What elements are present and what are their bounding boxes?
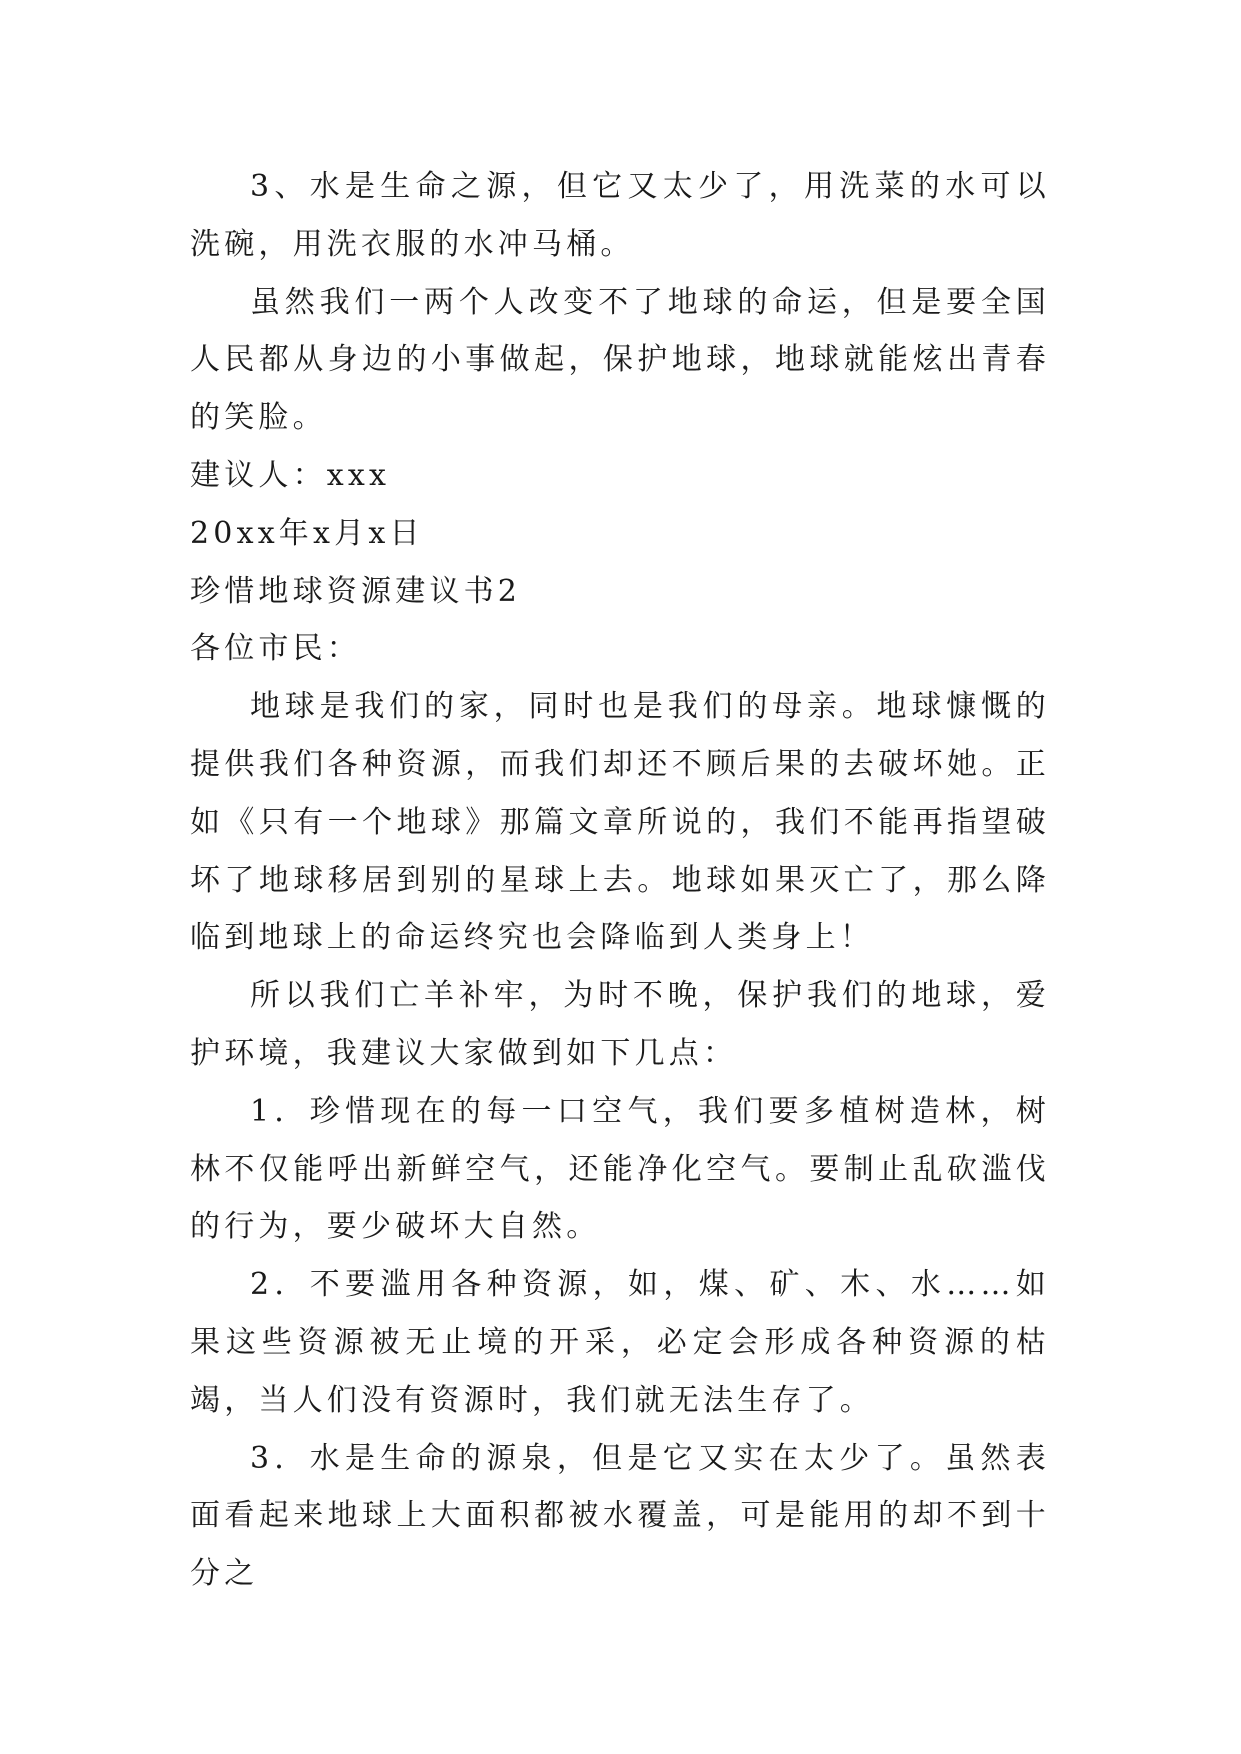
paragraph-suggestion-lead: 所以我们亡羊补牢，为时不晚，保护我们的地球，爱护环境，我建议大家做到如下几点： [190, 978, 1050, 1071]
salutation: 各位市民： [190, 631, 361, 667]
date-line: 20xx年x月x日 [190, 515, 424, 551]
paragraph-conclusion: 虽然我们一两个人改变不了地球的命运，但是要全国人民都从身边的小事做起，保护地球，地球就能炫出青春的笑脸。 [190, 284, 1050, 436]
paragraph-water-tip: 3、水是生命之源，但它又太少了，用洗菜的水可以洗碗，用洗衣服的水冲马桶。 [190, 169, 1050, 262]
paragraph-intro: 地球是我们的家，同时也是我们的母亲。地球慷慨的提供我们各种资源，而我们却还不顾后果的去破坏她。正如《只有一个地球》那篇文章所说的，我们不能再指望破坏了地球移居到别的星球上去。地球如果灭亡了，那么降临到地球上的命运终究也会降临到人类身上！ [190, 689, 1050, 956]
proposer-line: 建议人：xxx [190, 457, 391, 493]
paragraph-point-1: 1．珍惜现在的每一口空气，我们要多植树造林，树林不仅能呼出新鲜空气，还能净化空气。要制止乱砍滥伐的行为，要少破坏大自然。 [190, 1093, 1050, 1245]
document-body [190, 158, 1050, 1603]
paragraph-point-3: 3．水是生命的源泉，但是它又实在太少了。虽然表面看起来地球上大面积都被水覆盖，可是能用的却不到十分之 [190, 1440, 1050, 1592]
document-heading: 珍惜地球资源建议书2 [190, 573, 522, 609]
paragraph-point-2: 2．不要滥用各种资源，如，煤、矿、木、水……如果这些资源被无止境的开采，必定会形成各种资源的枯竭，当人们没有资源时，我们就无法生存了。 [190, 1267, 1050, 1418]
